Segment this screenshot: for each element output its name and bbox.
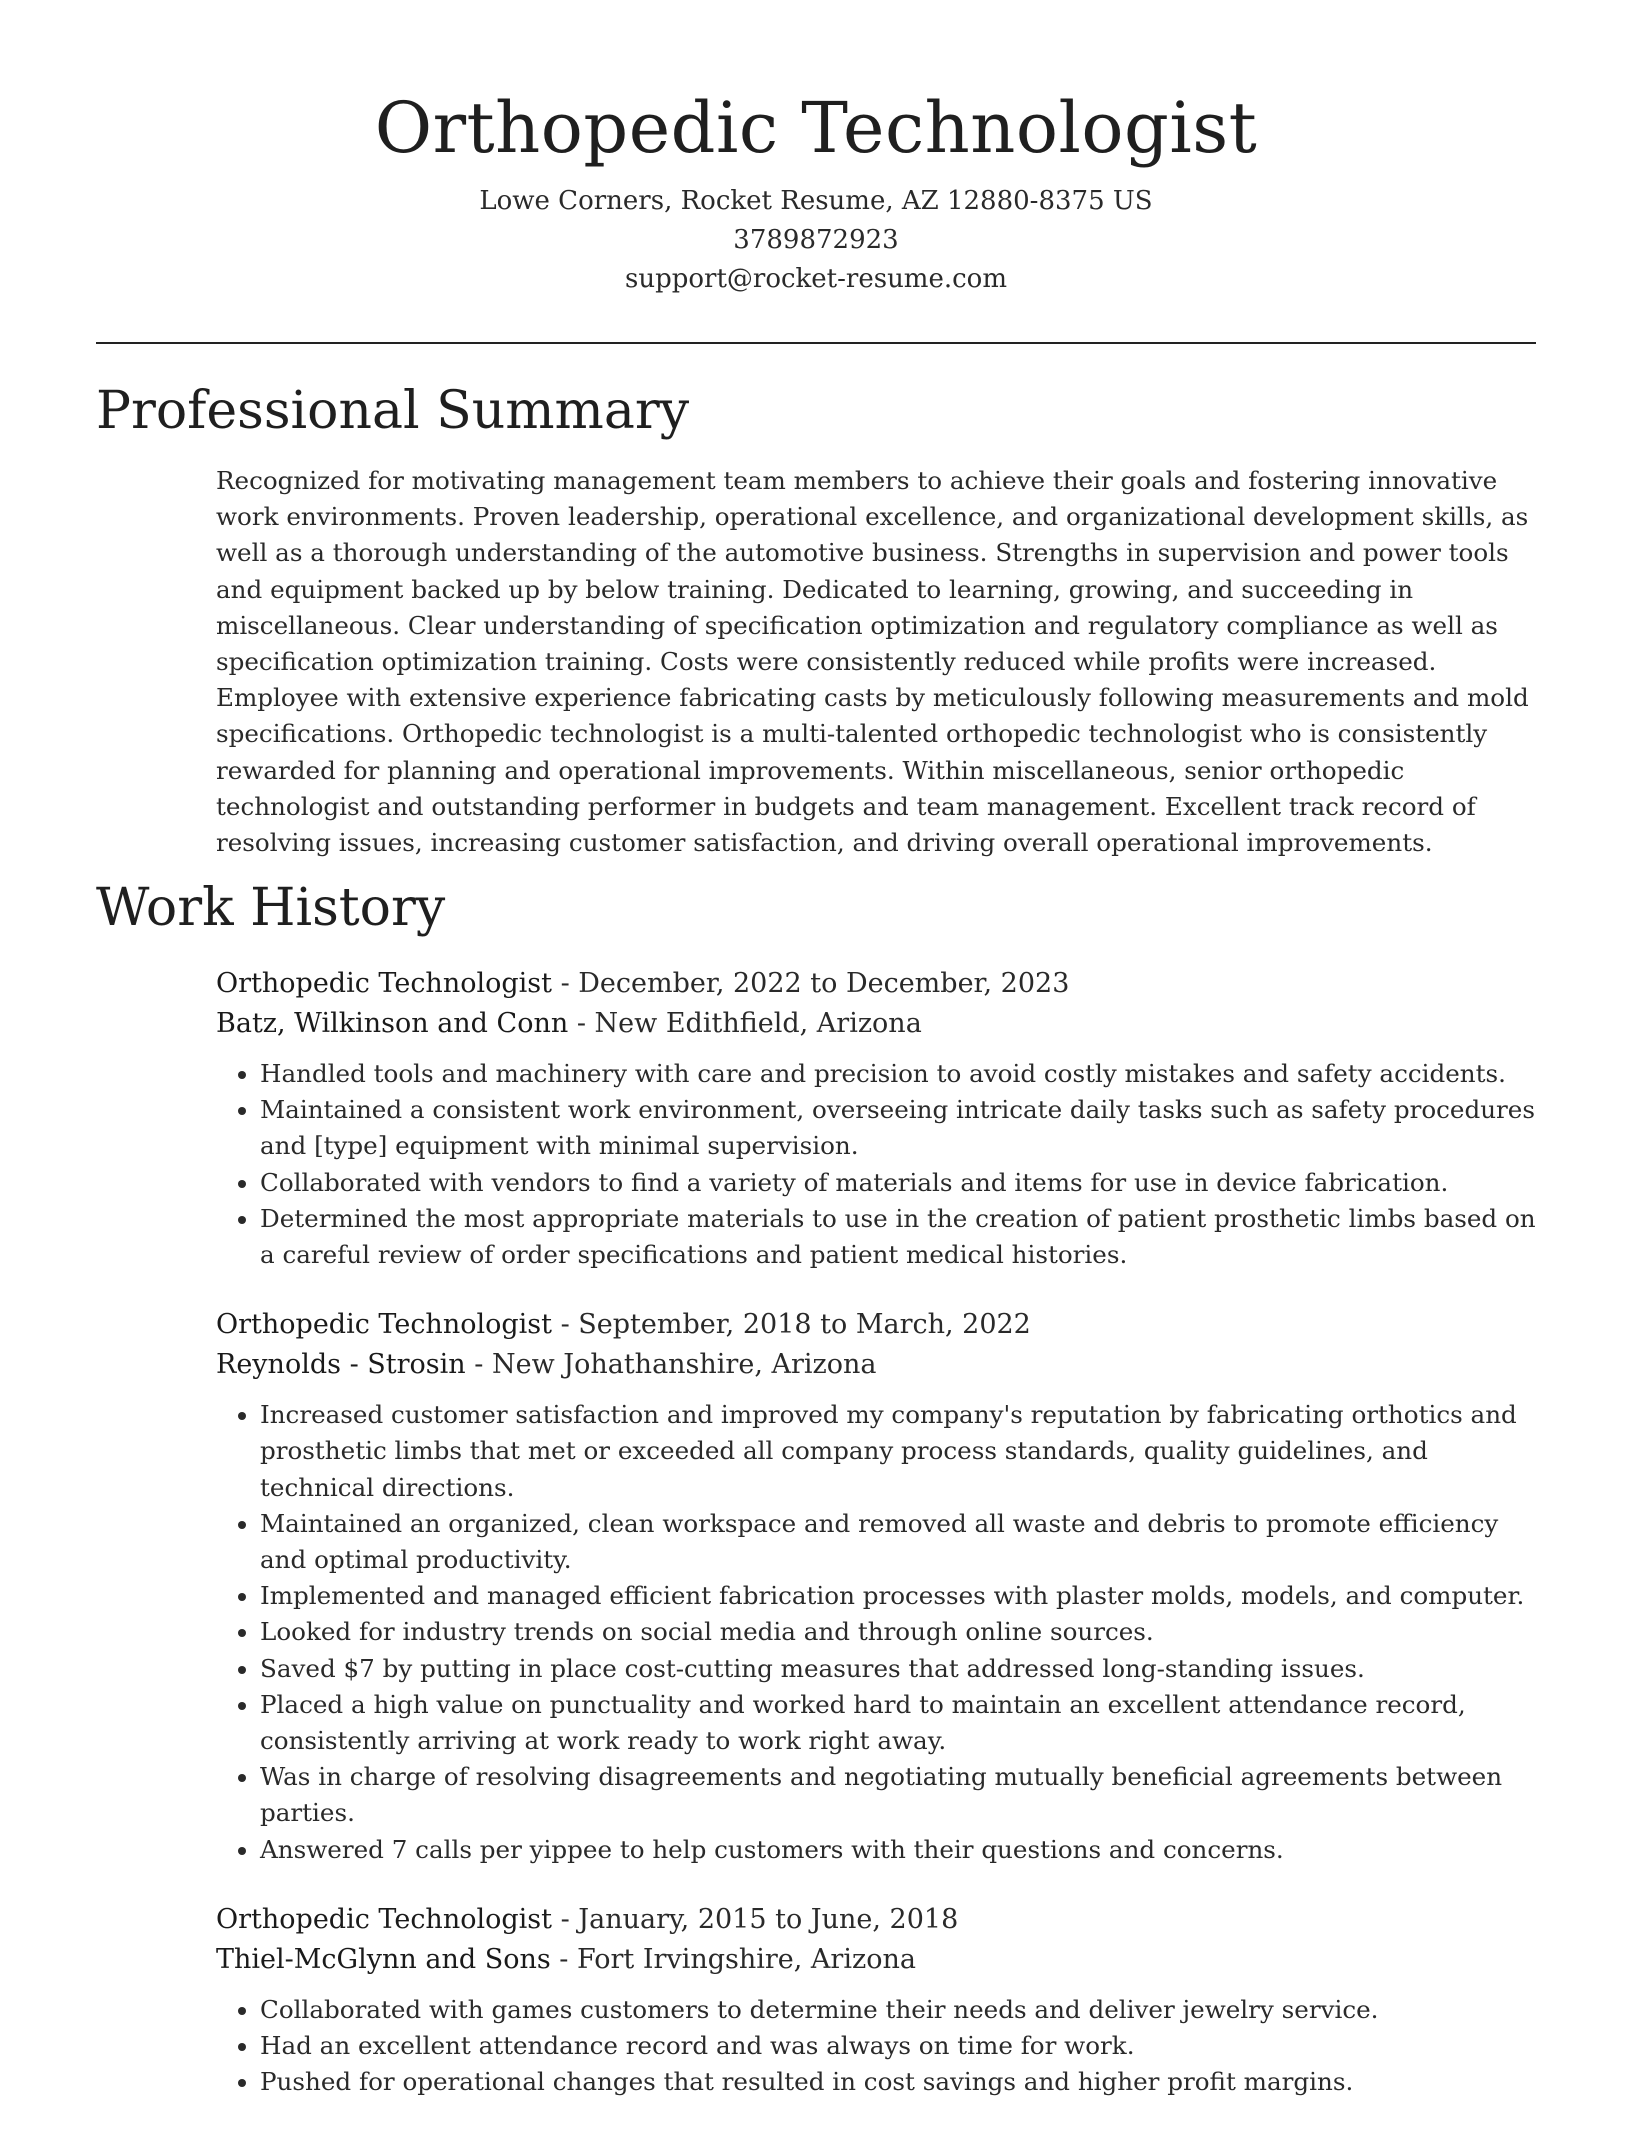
job-title-line <box>216 1900 1536 1940</box>
job-company-line <box>216 1345 1536 1385</box>
job-bullet: • Collaborated with games customers to determine their needs and deliver jewelry service. <box>260 1992 1536 2028</box>
job-dates: September, 2018 to March, 2022 <box>578 1309 1031 1341</box>
job-dates: January, 2015 to June, 2018 <box>578 1903 959 1935</box>
job-dates: December, 2022 to December, 2023 <box>578 968 1070 999</box>
job-title: Orthopedic Technologist <box>216 1903 552 1935</box>
contact-address: Lowe Corners, Rocket Resume, AZ 12880-8375 US <box>479 186 1153 216</box>
separator: - <box>550 1943 578 1975</box>
job-title-line <box>216 1305 1536 1345</box>
job-bullet: • Answered 7 calls per yippee to help customers with their questions and concerns. <box>260 1832 1536 1868</box>
job-title: Orthopedic Technologist <box>216 1309 552 1341</box>
contact-email: support@rocket-resume.com <box>624 264 1007 294</box>
contact-phone: 3789872923 <box>733 225 899 255</box>
job-entry <box>216 964 1536 1273</box>
job-bullet: • Had an excellent attendance record and was always on time for work. <box>260 2028 1536 2064</box>
separator: - <box>551 1309 579 1341</box>
job-company: Thiel-McGlynn and Sons <box>216 1943 551 1975</box>
job-title: Orthopedic Technologist <box>216 968 552 999</box>
separator: - <box>465 1349 492 1381</box>
job-bullet: • Implemented and managed efficient fabrication processes with plaster molds, models, and computer. <box>260 1578 1536 1614</box>
job-location: New Edithfield, Arizona <box>594 1008 922 1039</box>
job-entry <box>216 1900 1536 2101</box>
job-bullet: • Pushed for operational changes that resulted in cost savings and higher profit margins. <box>260 2064 1536 2100</box>
job-bullets <box>216 1992 1536 2101</box>
job-bullet: • Increased customer satisfaction and improved my company's reputation by fabricating orthotics and prosthetic limbs that met or exceeded all company process standards, quality guidelines, and technical directions. <box>260 1397 1536 1506</box>
job-company: Batz, Wilkinson and Conn <box>216 1008 569 1039</box>
job-company-line <box>216 1940 1536 1980</box>
job-bullet: • Determined the most appropriate materials to use in the creation of patient prosthetic limbs based on a careful review of order specifications and patient medical histories. <box>260 1201 1536 1273</box>
job-bullets <box>216 1397 1536 1868</box>
professional-summary-heading: Professional Summary <box>96 381 690 441</box>
job-entry <box>216 1305 1536 1868</box>
separator: - <box>568 1008 595 1039</box>
job-location: New Johathanshire, Arizona <box>491 1349 877 1381</box>
job-bullets <box>216 1056 1536 1273</box>
job-company-line <box>216 1004 1536 1044</box>
job-bullet: • Was in charge of resolving disagreements and negotiating mutually beneficial agreements between parties. <box>260 1759 1536 1831</box>
job-bullet: • Maintained an organized, clean workspace and removed all waste and debris to promote efficiency and optimal productivity. <box>260 1506 1536 1578</box>
job-title-line <box>216 964 1536 1004</box>
job-company: Reynolds - Strosin <box>216 1349 466 1381</box>
job-bullet: • Collaborated with vendors to find a variety of materials and items for use in device fabrication. <box>260 1165 1536 1201</box>
header-divider <box>96 342 1536 344</box>
job-bullet: • Maintained a consistent work environment, overseeing intricate daily tasks such as safety procedures and [type] equipment with minimal supervision. <box>260 1092 1536 1164</box>
job-bullet: • Placed a high value on punctuality and worked hard to maintain an excellent attendance record, consistently arriving at work ready to work right away. <box>260 1687 1536 1759</box>
job-bullet: • Handled tools and machinery with care and precision to avoid costly mistakes and safety accidents. <box>260 1056 1536 1092</box>
separator: - <box>551 1903 579 1935</box>
work-history-list <box>216 964 1536 2132</box>
job-bullet: • Looked for industry trends on social media and through online sources. <box>260 1614 1536 1650</box>
job-location: Fort Irvingshire, Arizona <box>577 1943 916 1975</box>
contact-info <box>96 182 1536 299</box>
work-history-heading: Work History <box>96 878 446 938</box>
separator: - <box>551 968 579 999</box>
professional-summary-text: Recognized for motivating management team members to achieve their goals and fostering innovative work environments. Proven leadership, operational excellence, and organizational development skills, as well as a thorough understanding of the automotive business. Strengths in supervision and power tools and equipment backed up by below training. Dedicated to learning, growing, and succeeding in miscellaneous. Clear understanding of specification optimization and regulatory compliance as well as specification optimization training. Costs were consistently reduced while profits were increased. Employee with extensive experience fabricating casts by meticulously following measurements and mold specifications. Orthopedic technologist is a multi-talented orthopedic technologist who is consistently rewarded for planning and operational improvements. Within miscellaneous, senior orthopedic technologist and outstanding performer in budgets and team management. Excellent track record of resolving issues, increasing customer satisfaction, and driving overall operational improvements. <box>216 466 1529 858</box>
resume-header <box>96 82 1536 299</box>
candidate-name: Orthopedic Technologist <box>374 87 1258 169</box>
job-bullet: • Saved $7 by putting in place cost-cutting measures that addressed long-standing issues. <box>260 1651 1536 1687</box>
